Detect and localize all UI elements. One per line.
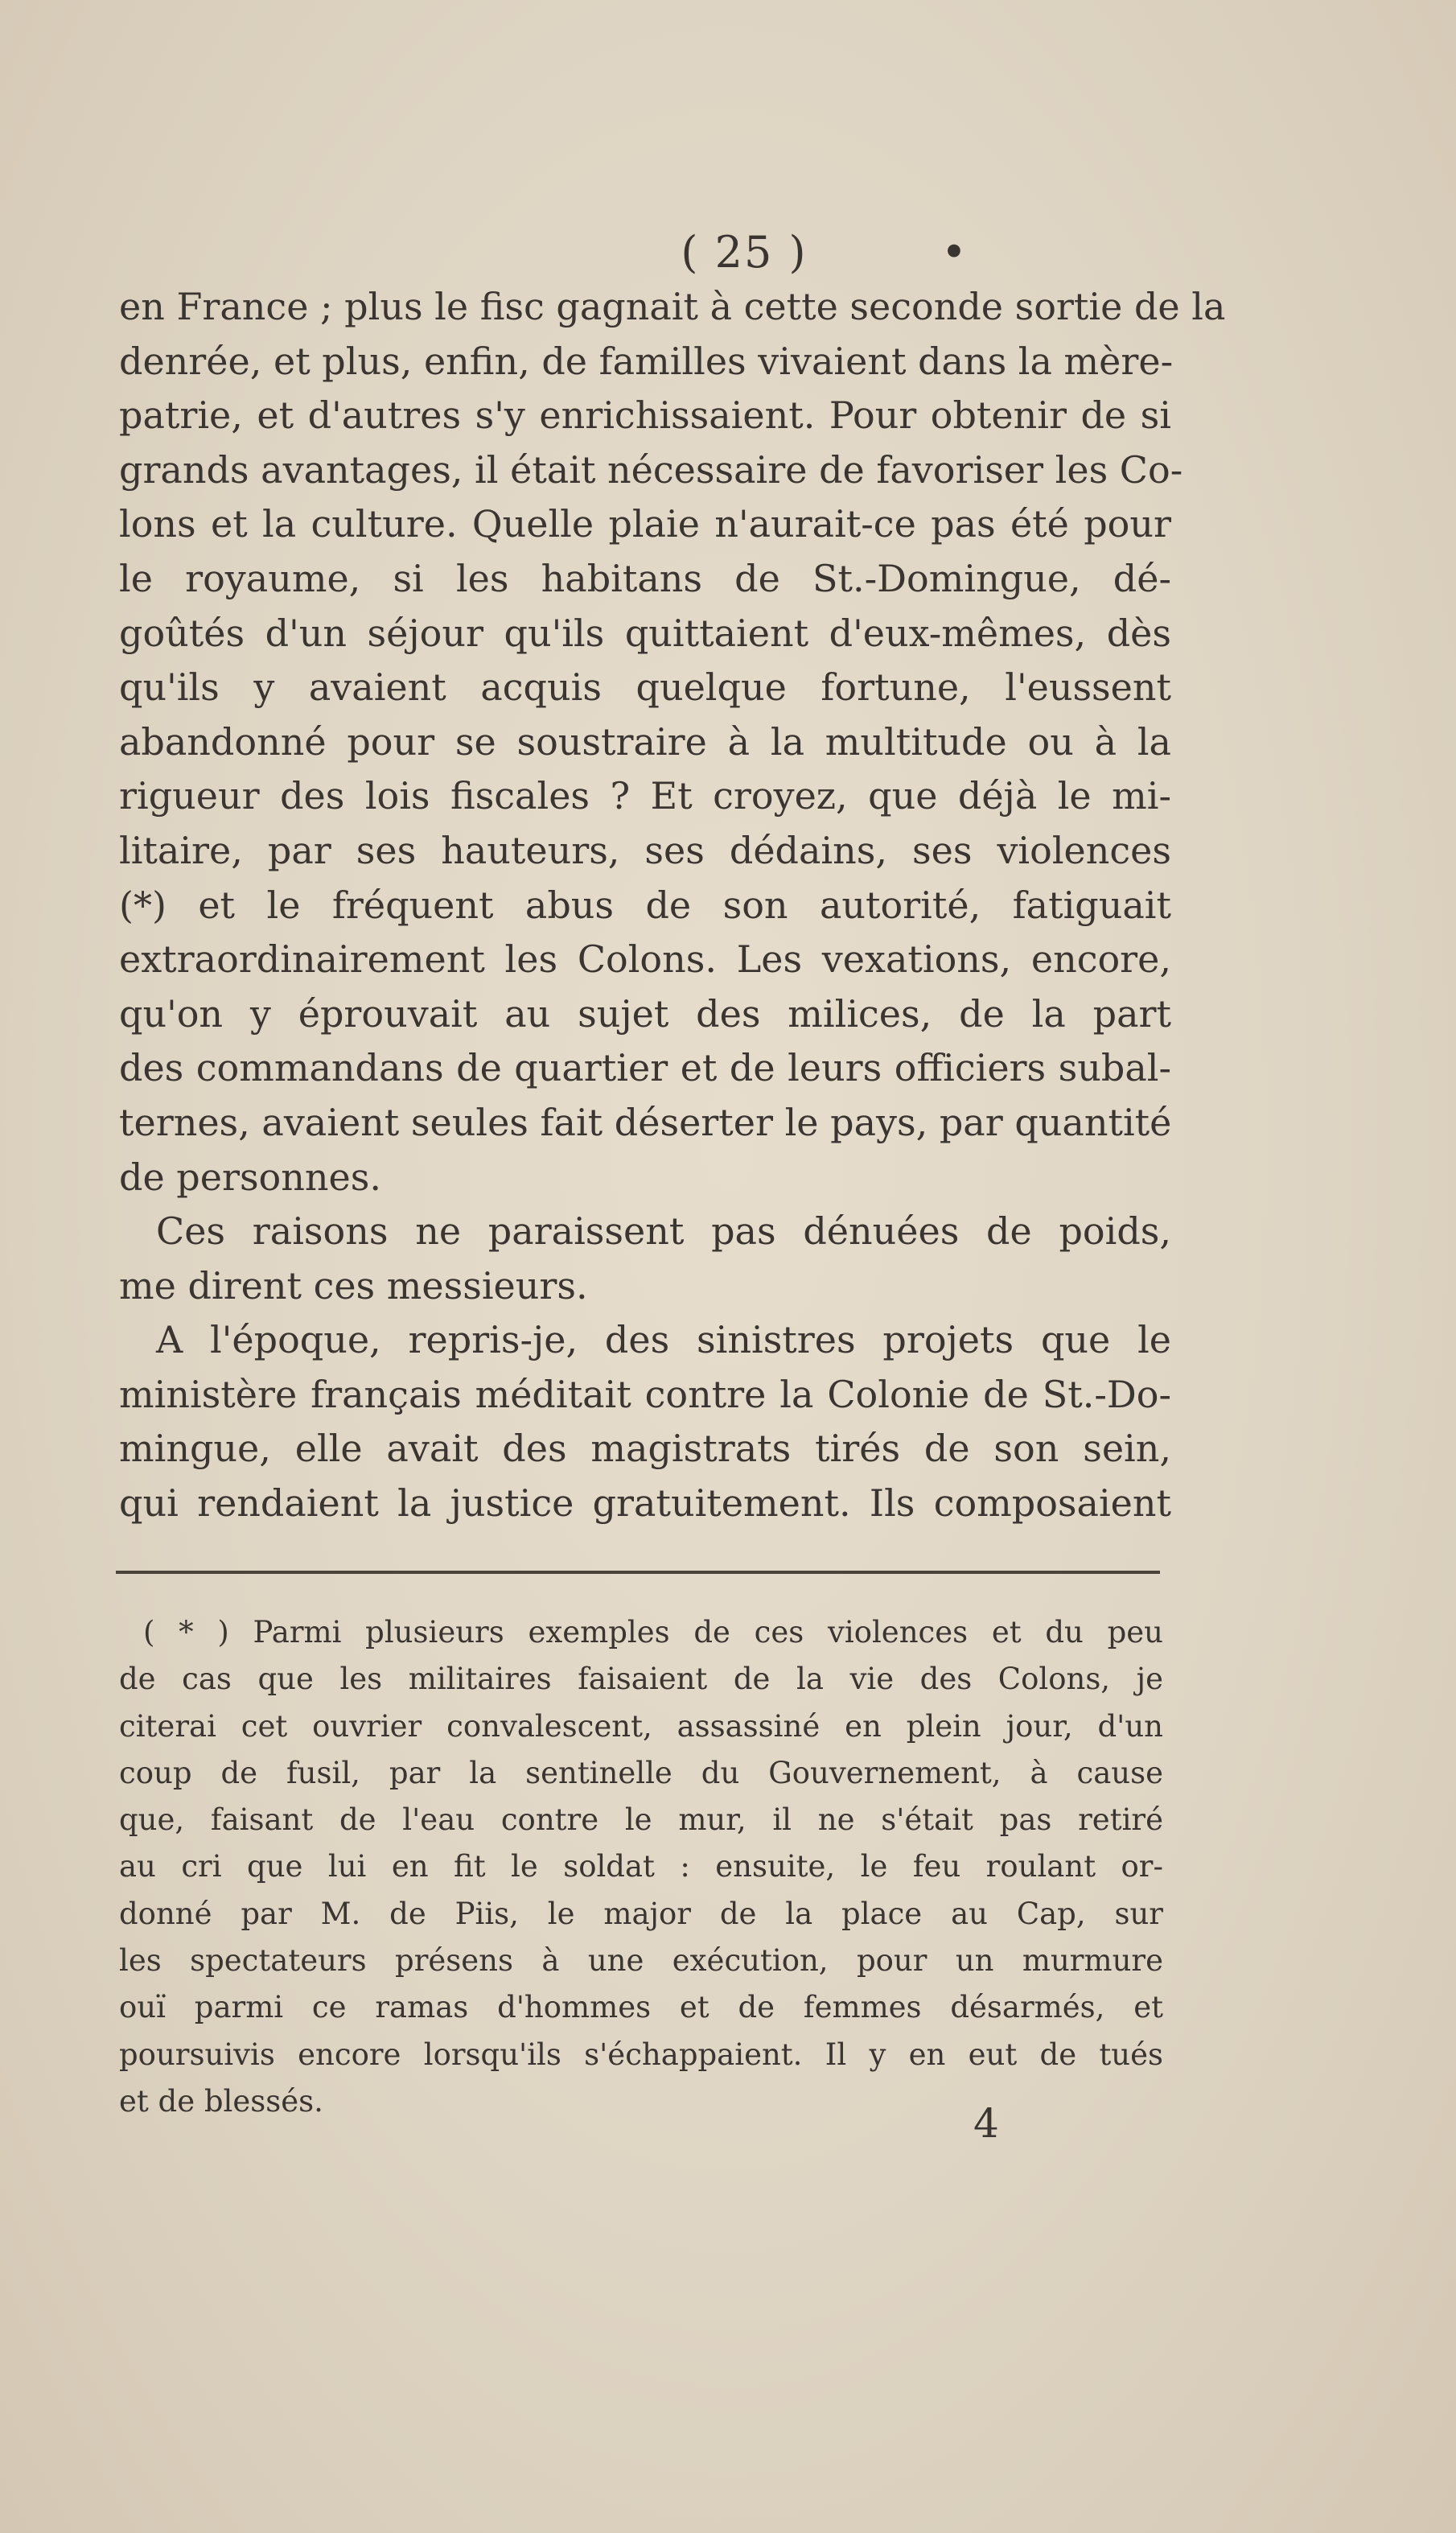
footnote-line: ( * ) Parmi plusieurs exemples de ces violences et du peu	[143, 1615, 1163, 1650]
main-text	[119, 280, 1226, 1531]
text-line: rigueur des lois fiscales ? Et croyez, que déjà le mi-	[119, 774, 1171, 818]
header-dot-mark: •	[941, 227, 969, 278]
text-line: qui rendaient la justice gratuitement. Ils composaient	[119, 1481, 1171, 1526]
text-line: qu'ils y avaient acquis quelque fortune, l'eussent	[119, 665, 1171, 710]
text-line: Ces raisons ne paraissent pas dénuées de poids,	[156, 1209, 1171, 1254]
footnote-line: citerai cet ouvrier convalescent, assassiné en plein jour, d'un	[119, 1708, 1163, 1744]
text-line: mingue, elle avait des magistrats tirés de son sein,	[119, 1427, 1171, 1471]
footnote	[119, 1609, 1163, 2125]
text-line: le royaume, si les habitans de St.-Domingue, dé-	[119, 556, 1171, 600]
text-line: en France ; plus le fisc gagnait à cette seconde sortie de la	[119, 285, 1226, 328]
text-line: litaire, par ses hauteurs, ses dédains, ses violences	[119, 828, 1171, 872]
signature-mark: 4	[973, 2100, 999, 2147]
text-line: lons et la culture. Quelle plaie n'aurait-ce pas été pour	[119, 502, 1171, 546]
text-line: A l'époque, repris-je, des sinistres projets que le	[156, 1318, 1171, 1362]
text-line: denrée, et plus, enfin, de familles vivaient dans la mère-	[119, 339, 1174, 383]
footnote-line: les spectateurs présens à une exécution, pour un murmure	[119, 1943, 1163, 1979]
footnote-line: poursuivis encore lorsqu'ils s'échappaient. Il y en eut de tués	[119, 2037, 1163, 2072]
footnote-line: coup de fusil, par la sentinelle du Gouvernement, à cause	[119, 1755, 1163, 1790]
text-line: me dirent ces messieurs.	[119, 1263, 588, 1308]
text-line: qu'on y éprouvait au sujet des milices, de la part	[119, 991, 1171, 1036]
text-line: grands avantages, il était nécessaire de favoriser les Co-	[119, 447, 1183, 492]
footnote-line: ouï parmi ce ramas d'hommes et de femmes désarmés, et	[119, 1990, 1163, 2025]
footnote-line: que, faisant de l'eau contre le mur, il ne s'était pas retiré	[119, 1802, 1163, 1838]
text-line: abandonné pour se soustraire à la multitude ou à la	[119, 719, 1171, 764]
footnote-line: donné par M. de Piis, le major de la place au Cap, sur	[119, 1896, 1163, 1931]
text-line: patrie, et d'autres s'y enrichissaient. Pour obtenir de si	[119, 393, 1171, 438]
footnote-divider	[116, 1571, 1160, 1574]
text-line: des commandans de quartier et de leurs officiers subal-	[119, 1046, 1171, 1090]
text-line: ministère français méditait contre la Colonie de St.-Do-	[119, 1372, 1171, 1416]
text-line: ternes, avaient seules fait déserter le pays, par quantité	[119, 1100, 1172, 1144]
footnote-line: de cas que les militaires faisaient de la vie des Colons, je	[119, 1662, 1163, 1697]
page-header	[0, 227, 1456, 278]
text-line: extraordinairement les Colons. Les vexations, encore,	[119, 937, 1171, 982]
footnote-line: au cri que lui en fit le soldat : ensuite, le feu roulant or-	[119, 1849, 1163, 1884]
text-line: goûtés d'un séjour qu'ils quittaient d'eux-mêmes, dès	[119, 611, 1171, 655]
footnote-line: et de blessés.	[119, 2083, 323, 2119]
text-line: (*) et le fréquent abus de son autorité, fatiguait	[119, 883, 1171, 927]
text-line: de personnes.	[119, 1155, 381, 1199]
page-number: ( 25 )	[681, 227, 808, 278]
